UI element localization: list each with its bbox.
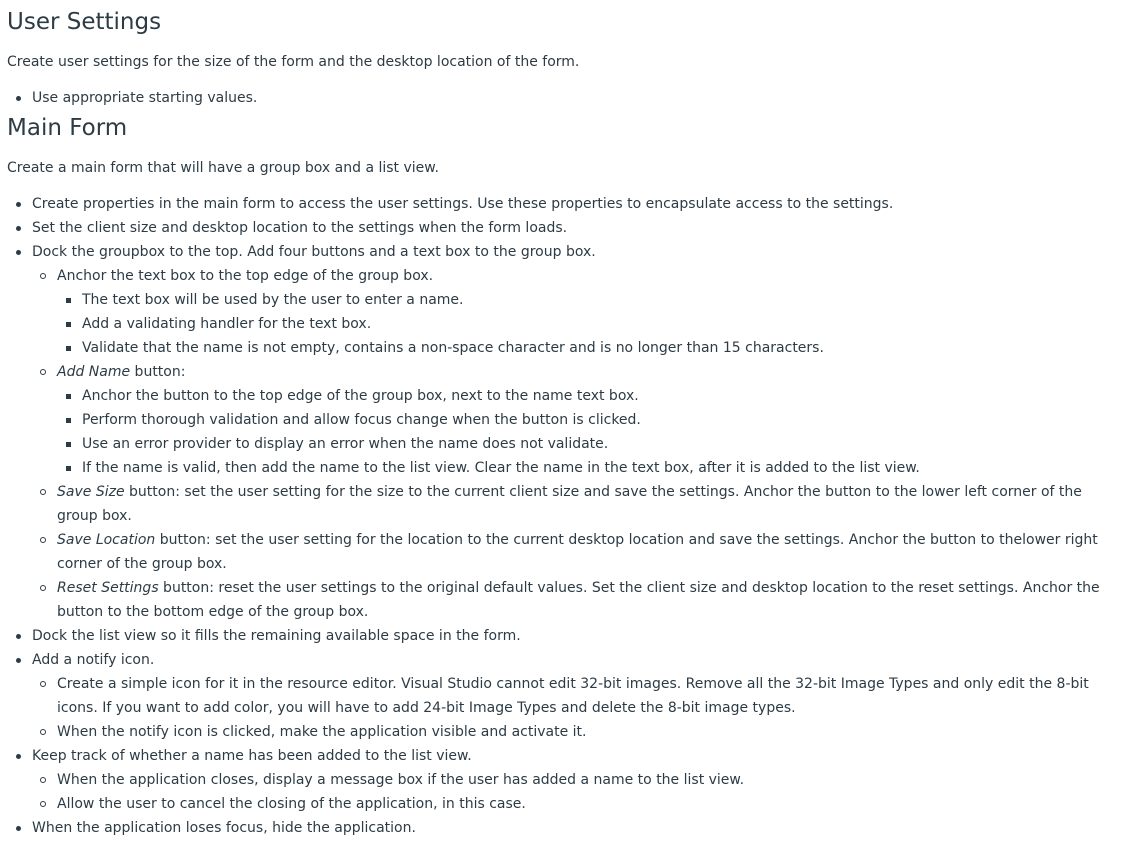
user-settings-list [7, 86, 1115, 110]
list-item-text: button: set the user setting for the size to the current client size and save the settings. Anchor the button to the lower left corner of the group box. [57, 484, 1082, 524]
list-item [32, 264, 1115, 360]
list-item-text: Anchor the text box to the top edge of the group box. [57, 268, 434, 284]
notify-icon-sublist [32, 672, 1115, 744]
list-item: Set the client size and desktop location to the settings when the form loads. [7, 216, 1115, 240]
main-form-intro: Create a main form that will have a group box and a list view. [7, 160, 439, 176]
list-item-text: button: reset the user settings to the original default values. Set the client size and desktop location to the reset settings. Anchor the button to the bottom edge of the group box. [57, 580, 1100, 620]
list-item: The text box will be used by the user to enter a name. [57, 288, 1115, 312]
add-name-label: Add Name [57, 364, 131, 380]
list-item-text: Keep track of whether a name has been added to the list view. [32, 748, 472, 764]
list-item: Validate that the name is not empty, contains a non-space character and is no longer than 15 characters. [57, 336, 1115, 360]
list-item [32, 360, 1115, 480]
list-item-text: button: [130, 364, 186, 380]
main-form-list [7, 192, 1115, 840]
list-item [7, 648, 1115, 744]
list-item: Create a simple icon for it in the resource editor. Visual Studio cannot edit 32-bit images. Remove all the 32-bit Image Types and only edit the 8-bit icons. If you want to add color, you will have to add 24-bit Image Types and delete the 8-bit image types. [32, 672, 1115, 720]
list-item: Use an error provider to display an error when the name does not validate. [57, 432, 1115, 456]
list-item-text: button: set the user setting for the location to the current desktop location and save the settings. Anchor the button to thelower right corner of the group box. [57, 532, 1098, 572]
textbox-sublist [57, 288, 1115, 360]
list-item: Use appropriate starting values. [7, 86, 1115, 110]
user-settings-intro: Create user settings for the size of the form and the desktop location of the form. [7, 54, 580, 70]
list-item: When the application loses focus, hide the application. [7, 816, 1115, 840]
list-item [7, 240, 1115, 624]
list-item: Create properties in the main form to access the user settings. Use these properties to encapsulate access to the settings. [7, 192, 1115, 216]
list-item-text: Add a notify icon. [32, 652, 155, 668]
list-item: When the notify icon is clicked, make the application visible and activate it. [32, 720, 1115, 744]
list-item: If the name is valid, then add the name to the list view. Clear the name in the text box, after it is added to the list view. [57, 456, 1115, 480]
list-item-text: Dock the groupbox to the top. Add four buttons and a text box to the group box. [32, 244, 596, 260]
add-name-sublist [57, 384, 1115, 480]
list-item [7, 744, 1115, 816]
reset-settings-label: Reset Settings [57, 580, 159, 596]
list-item: When the application closes, display a message box if the user has added a name to the list view. [32, 768, 1115, 792]
groupbox-sublist [32, 264, 1115, 624]
list-item: Add a validating handler for the text box. [57, 312, 1115, 336]
list-item [32, 480, 1115, 528]
list-item: Dock the list view so it fills the remaining available space in the form. [7, 624, 1115, 648]
save-location-label: Save Location [57, 532, 156, 548]
list-item: Anchor the button to the top edge of the group box, next to the name text box. [57, 384, 1115, 408]
list-item: Perform thorough validation and allow focus change when the button is clicked. [57, 408, 1115, 432]
closing-sublist [32, 768, 1115, 816]
list-item: Allow the user to cancel the closing of the application, in this case. [32, 792, 1115, 816]
save-size-label: Save Size [57, 484, 125, 500]
main-form-heading: Main Form [7, 115, 128, 141]
list-item [32, 528, 1115, 576]
list-item [32, 576, 1115, 624]
user-settings-heading: User Settings [7, 9, 162, 35]
